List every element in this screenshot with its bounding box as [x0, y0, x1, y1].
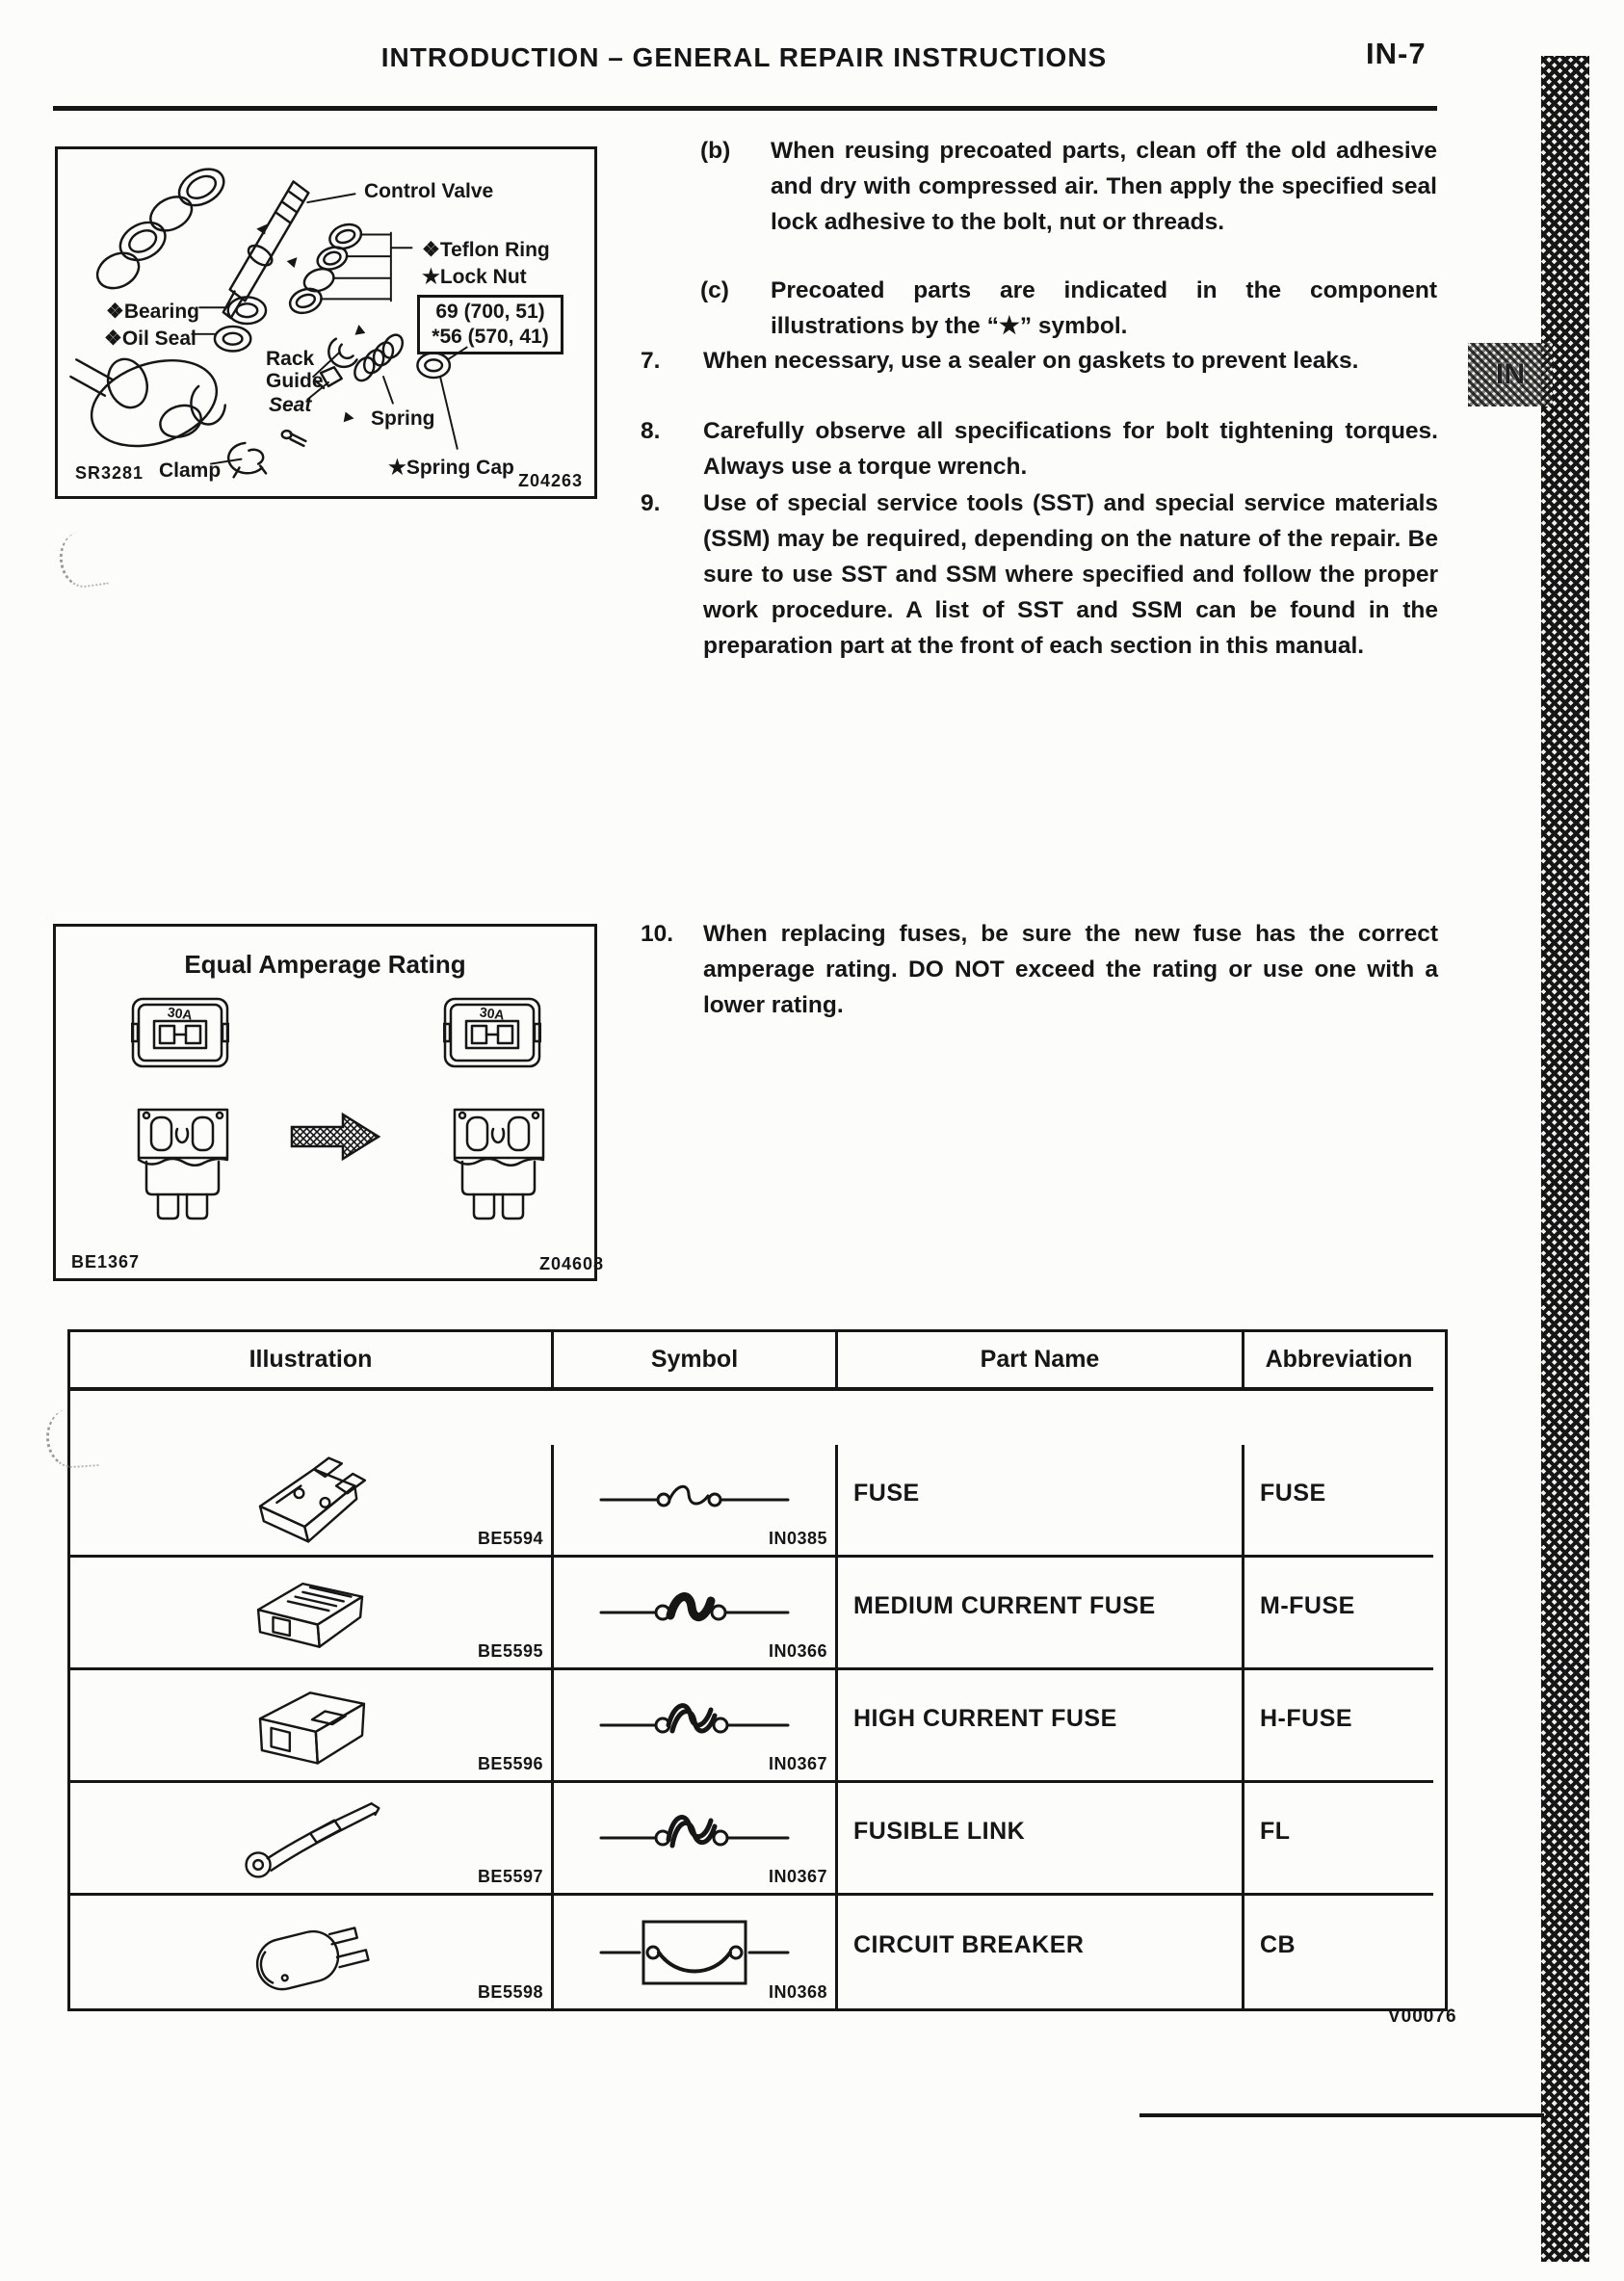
table-row-mfuse-illustration	[70, 1558, 554, 1670]
column-header-illustration: Illustration	[70, 1332, 554, 1391]
table-row-fl-abbreviation: FL	[1244, 1783, 1433, 1896]
table-row-fl-illustration	[70, 1783, 554, 1896]
label-guide: Guide	[266, 370, 324, 392]
illustration-code: BE5595	[477, 1641, 543, 1661]
control-valve-shaft	[223, 181, 309, 318]
page-title: INTRODUCTION – GENERAL REPAIR INSTRUCTIONS	[380, 42, 1108, 72]
symbol-code: IN0368	[768, 1982, 827, 2002]
figure1-code-right: Z04263	[518, 471, 584, 490]
ring-stack	[92, 162, 230, 295]
label-clamp: Clamp	[159, 459, 222, 482]
label-rack: Rack	[266, 348, 315, 370]
table-row-mfuse-abbreviation: M-FUSE	[1244, 1558, 1433, 1670]
label-seat: Seat	[269, 394, 312, 416]
item-label: (b)	[700, 138, 731, 164]
bottom-divider	[1139, 2113, 1544, 2117]
item-text: Use of special service tools (SST) and special service materials (SSM) may be required, depending on the nature of the repair. Be sure to use SST and SSM where specified and follow the proper work procedure. A list of SST and SSM can be found in the preparation part at the front of each section in this manual.	[703, 490, 1438, 659]
scan-artifact	[44, 1406, 99, 1470]
illustration-code: BE5594	[477, 1529, 543, 1548]
column-header-symbol: Symbol	[554, 1332, 838, 1391]
figure2-title: Equal Amperage Rating	[184, 950, 466, 979]
high-current-fuse-symbol	[593, 1696, 796, 1754]
medium-current-fuse-icon	[224, 1561, 398, 1664]
high-current-fuse-icon	[224, 1674, 398, 1776]
bearing-part	[228, 297, 266, 324]
circuit-breaker-icon	[224, 1901, 398, 2004]
blade-fuse-top-icon	[443, 992, 541, 1071]
fuse-parts-table	[67, 1329, 1448, 2011]
table-row-fl-symbol	[554, 1783, 838, 1896]
illustration-code: BE5598	[477, 1982, 543, 2002]
item-text: When reusing precoated parts, clean off the old adhesive and dry with compressed air. Then apply the specified seal lock adhesive to the bolt, nut or threads.	[771, 138, 1437, 235]
fusible-link-symbol	[593, 1809, 796, 1867]
label-control-valve: Control Valve	[364, 180, 494, 202]
bolt-part	[282, 431, 306, 446]
table-row-fuse-illustration	[70, 1445, 554, 1558]
item-number: 10.	[641, 921, 674, 947]
table-row-fuse-part-name: FUSE	[838, 1445, 1244, 1558]
cartridge-fuse-icon	[137, 1106, 229, 1221]
item-text: When replacing fuses, be sure the new fuse has the correct amperage rating. DO NOT exceed the rating or use one with a lower rating.	[703, 921, 1438, 1018]
page-number: IN-7	[1366, 37, 1427, 70]
blade-fuse-top-icon	[131, 992, 229, 1071]
cartridge-fuse-icon	[453, 1106, 545, 1221]
column-header-part-name: Part Name	[838, 1332, 1244, 1391]
figure-equal-amperage	[53, 924, 605, 1281]
table-row-mfuse-symbol	[554, 1558, 838, 1670]
rack-housing	[70, 346, 227, 461]
torque-spec-box	[417, 295, 563, 354]
label-spring-cap: ★Spring Cap	[388, 457, 514, 479]
table-row-fuse-symbol	[554, 1445, 838, 1558]
item-number: 8.	[641, 418, 661, 444]
label-oil-seal: ❖Oil Seal	[104, 328, 196, 350]
title-divider	[53, 106, 1437, 111]
table-row-fuse-abbreviation: FUSE	[1244, 1445, 1433, 1558]
table-row-cb-symbol	[554, 1896, 838, 2008]
instruction-item-10	[641, 916, 1438, 1023]
table-row-cb-part-name: CIRCUIT BREAKER	[838, 1896, 1244, 2008]
illustration-code: BE5596	[477, 1754, 543, 1773]
figure-control-valve	[55, 146, 597, 499]
teflon-ring-set	[287, 221, 365, 318]
blade-fuse-3d-icon	[224, 1449, 398, 1551]
section-tab-in	[1468, 343, 1553, 406]
spring-cap-part	[417, 353, 449, 378]
fusible-link-icon	[224, 1787, 398, 1889]
rack-guide-part	[328, 339, 356, 367]
figure2-code-left: BE1367	[71, 1252, 141, 1272]
table-row-mfuse-part-name: MEDIUM CURRENT FUSE	[838, 1558, 1244, 1670]
section-tab-label: IN	[1496, 358, 1525, 390]
table-row-hfuse-symbol	[554, 1670, 838, 1783]
table-row-cb-illustration	[70, 1896, 554, 2008]
symbol-code: IN0385	[768, 1529, 827, 1548]
fuse-rating-text: 30A	[167, 1004, 194, 1023]
table-row-hfuse-part-name: HIGH CURRENT FUSE	[838, 1670, 1244, 1783]
torque-spec-line1: 69 (700, 51)	[435, 301, 545, 323]
table-row-cb-abbreviation: CB	[1260, 1931, 1297, 1958]
instruction-item-7	[641, 343, 1438, 379]
table-row-fl-part-name: FUSIBLE LINK	[838, 1783, 1244, 1896]
table-row-hfuse-illustration	[70, 1670, 554, 1783]
label-teflon-ring: ❖Teflon Ring	[422, 239, 550, 261]
circuit-breaker-symbol	[593, 1916, 796, 1989]
symbol-code: IN0367	[768, 1754, 827, 1773]
label-spring: Spring	[371, 407, 435, 430]
replace-arrow-icon	[290, 1112, 381, 1162]
item-number: 9.	[641, 490, 661, 516]
label-bearing: ❖Bearing	[106, 301, 200, 323]
label-lock-nut: ★Lock Nut	[422, 266, 527, 288]
item-number: 7.	[641, 348, 661, 374]
instruction-sub-item-c	[641, 273, 1437, 344]
column-header-abbreviation: Abbreviation	[1244, 1332, 1433, 1391]
symbol-code: IN0367	[768, 1867, 827, 1886]
torque-spec-line2: *56 (570, 41)	[432, 326, 549, 348]
item-text: Precoated parts are indicated in the component illustrations by the “★” symbol.	[771, 277, 1437, 339]
fuse-symbol	[593, 1471, 796, 1529]
page-footer-code: V00076	[1388, 2006, 1457, 2027]
fuse-rating-text: 30A	[479, 1004, 506, 1023]
item-text: Carefully observe all specifications for bolt tightening torques. Always use a torque wrench.	[703, 418, 1438, 480]
figure1-code-left: SR3281	[75, 463, 144, 483]
illustration-code: BE5597	[477, 1867, 543, 1886]
medium-current-fuse-symbol	[593, 1584, 796, 1641]
instruction-sub-item-b	[641, 133, 1437, 240]
instruction-item-8	[641, 413, 1438, 485]
item-text: When necessary, use a sealer on gaskets to prevent leaks.	[703, 348, 1359, 374]
instruction-item-9	[641, 485, 1438, 664]
scan-artifact	[56, 529, 109, 590]
spring-part	[351, 331, 406, 384]
figure2-code-right: Z04608	[539, 1254, 605, 1273]
item-label: (c)	[700, 277, 729, 303]
oil-seal-part	[215, 327, 250, 352]
table-row-hfuse-abbreviation: H-FUSE	[1244, 1670, 1433, 1783]
symbol-code: IN0366	[768, 1641, 827, 1661]
